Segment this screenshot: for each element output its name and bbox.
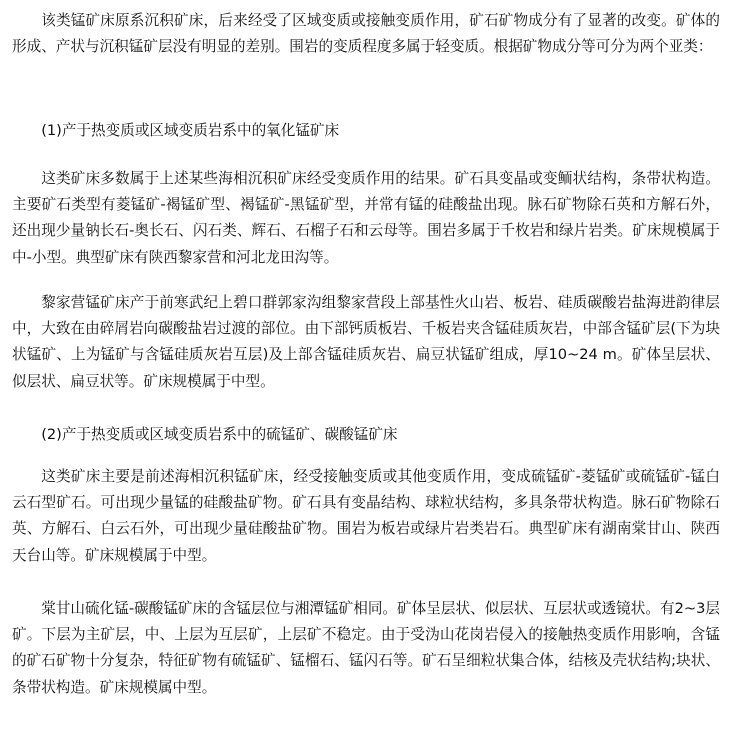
subtype1-description-paragraph: 这类矿床多数属于上述某些海相沉积矿床经受变质作用的结果。矿石具变晶或变鲕状结构，条带状构造。主要矿石类型有菱锰矿-褐锰矿型、褐锰矿-黑锰矿型，并常有锰的硅酸盐出现。脉石矿物除石英和方解石外，还出现少量钠长石-奥长石、闪石类、辉石、石榴子石和云母等。围岩多属于千枚岩和绿片岩类。矿床规模属于中-小型。典型矿床有陕西黎家营和河北龙田沟等。 [12,170,720,266]
subtype1-example-paragraph: 黎家营锰矿床产于前寒武纪上碧口群郭家沟组黎家营段上部基性火山岩、板岩、硅质碳酸岩盐海进韵律层中，大致在由碎屑岩向碳酸盐岩过渡的部位。由下部钙质板岩、千板岩夹含锰硅质灰岩，中部含锰矿层(下为块状锰矿、上为锰矿与含锰硅质灰岩互层)及上部含锰硅质灰岩、扁豆状锰矿组成，厚10~24 m。矿体呈层状、似层状、扁豆状等。矿床规模属于中型。 [12,294,720,390]
intro-paragraph: 该类锰矿床原系沉积矿床，后来经受了区域变质或接触变质作用，矿石矿物成分有了显著的改变。矿体的形成、产状与沉积锰矿层没有明显的差别。围岩的变质程度多属于轻变质。根据矿物成分等可分为两个亚类： [12,12,720,56]
subtype1-heading: (1)产于热变质或区域变质岩系中的氧化锰矿床 [41,122,340,139]
subtype2-description-paragraph: 这类矿床主要是前述海相沉积锰矿床，经受接触变质或其他变质作用，变成硫锰矿-菱锰矿或硫锰矿-锰白云石型矿石。可出现少量锰的硅酸盐矿物。矿石具有变晶结构、球粒状结构，多具条带状构造。脉石矿物除石英、方解石、白云石外，可出现少量硅酸盐矿物。围岩为板岩或绿片岩类岩石。典型矿床有湖南棠甘山、陕西天台山等。矿床规模属于中型。 [12,468,720,564]
subtype2-example-paragraph: 棠甘山硫化锰-碳酸锰矿床的含锰层位与湘潭锰矿相同。矿体呈层状、似层状、互层状或透镜状。有2~3层矿。下层为主矿层，中、上层为互层矿，上层矿不稳定。由于受沩山花岗岩侵入的接触热变质作用影响，含锰的矿石矿物十分复杂，特征矿物有硫锰矿、锰榴石、锰闪石等。矿石呈细粒状集合体，结核及壳状结构;块状、条带状构造。矿床规模属中型。 [12,600,720,696]
subtype2-heading: (2)产于热变质或区域变质岩系中的硫锰矿、碳酸锰矿床 [41,426,398,443]
